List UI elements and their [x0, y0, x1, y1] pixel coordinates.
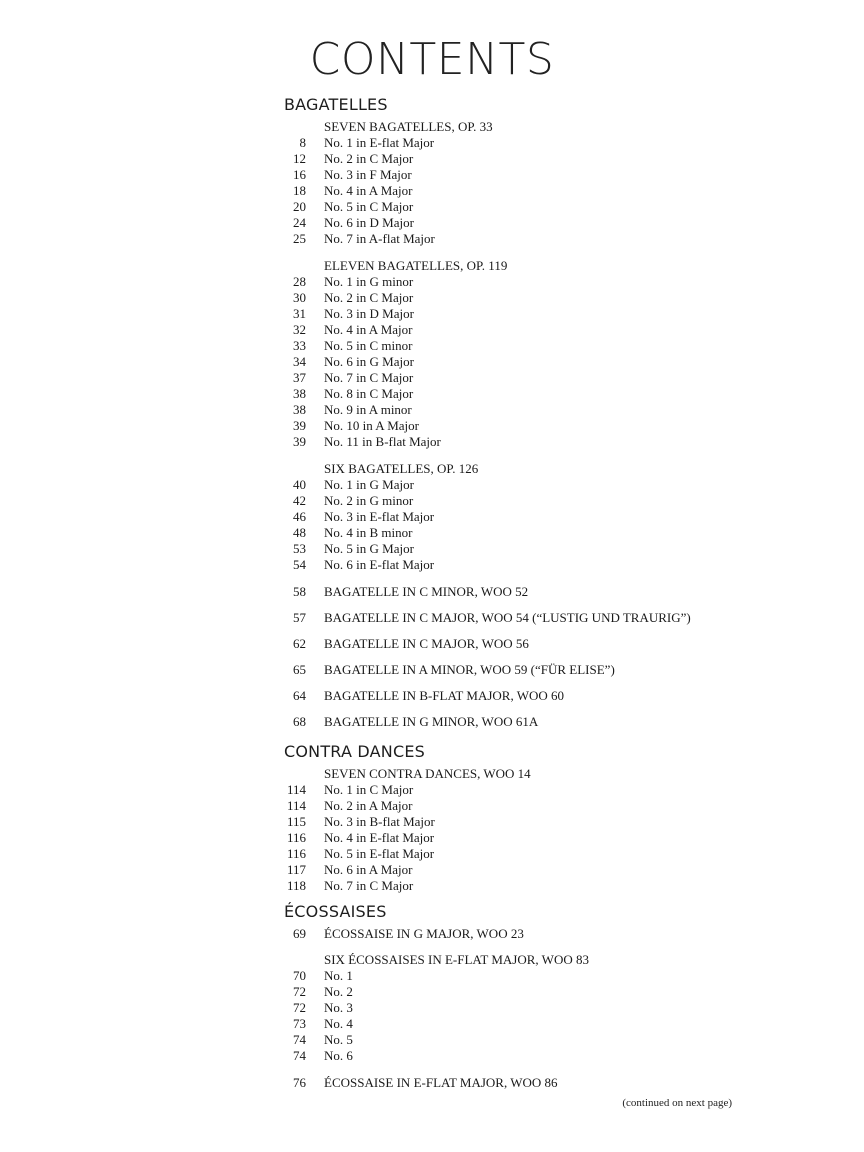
page-number: 37: [293, 370, 306, 385]
toc-entry[interactable]: [284, 782, 804, 798]
toc-group: [284, 119, 804, 247]
page-number: 30: [293, 290, 306, 305]
toc-entry[interactable]: [284, 231, 804, 247]
page-number: 72: [293, 984, 306, 999]
entry-title: No. 3 in F Major: [324, 167, 412, 182]
group-title: [284, 119, 804, 135]
entry-title: BAGATELLE IN B-FLAT MAJOR, WOO 60: [324, 688, 565, 703]
page-number: 31: [293, 306, 306, 321]
entry-title: No. 2 in C Major: [324, 290, 414, 305]
entry-title: BAGATELLE IN C MAJOR, WOO 56: [324, 636, 529, 651]
page-number: 74: [293, 1048, 306, 1063]
toc-entry[interactable]: [284, 338, 804, 354]
entry-title: No. 8 in C Major: [324, 386, 414, 401]
toc-group: [284, 461, 804, 573]
entry-title: No. 6 in A Major: [324, 862, 413, 877]
toc-entry[interactable]: [284, 688, 804, 704]
toc-entry[interactable]: [284, 1048, 804, 1064]
page-number: 42: [293, 493, 306, 508]
entry-title: No. 3: [324, 1000, 353, 1015]
toc-entry[interactable]: [284, 215, 804, 231]
page-number: 117: [286, 862, 306, 877]
toc-entry[interactable]: [284, 290, 804, 306]
toc-entry[interactable]: [284, 434, 804, 450]
page-number: 76: [293, 1075, 306, 1090]
page-number: 39: [293, 434, 306, 449]
page-number: 114: [286, 782, 306, 797]
toc-entry[interactable]: [284, 557, 804, 573]
section-heading: ÉCOSSAISES: [284, 902, 387, 921]
entry-title: No. 5 in C minor: [324, 338, 413, 353]
entry-title: ÉCOSSAISE IN E-FLAT MAJOR, WOO 86: [324, 1075, 558, 1090]
toc-entry[interactable]: [284, 386, 804, 402]
toc-entry[interactable]: [284, 1000, 804, 1016]
page-number: 33: [293, 338, 306, 353]
entry-title: No. 1 in G Major: [324, 477, 414, 492]
entry-title: No. 3 in D Major: [324, 306, 414, 321]
entry-title: No. 4: [324, 1016, 353, 1031]
group-title: [284, 766, 804, 782]
standalone-entry-wrap: [284, 584, 804, 600]
toc-entry[interactable]: [284, 525, 804, 541]
group-title: [284, 258, 804, 274]
toc-group: [284, 952, 804, 1064]
page-number: 57: [293, 610, 306, 625]
page-number: 18: [293, 183, 306, 198]
toc-entry[interactable]: [284, 984, 804, 1000]
group-title-text: SIX BAGATELLES, OP. 126: [324, 461, 479, 476]
toc-entry[interactable]: [284, 477, 804, 493]
toc-entry[interactable]: [284, 814, 804, 830]
page-number: 118: [286, 878, 306, 893]
toc-entry[interactable]: [284, 199, 804, 215]
page-number: 39: [293, 418, 306, 433]
entry-title: BAGATELLE IN A MINOR, WOO 59 (“FÜR ELISE”): [324, 662, 615, 677]
page-title: CONTENTS: [309, 34, 555, 85]
entry-title: No. 1 in E-flat Major: [324, 135, 435, 150]
toc-entry[interactable]: [284, 846, 804, 862]
page-number: 116: [286, 830, 306, 845]
entry-title: No. 6 in D Major: [324, 215, 414, 230]
toc-group: [284, 258, 804, 450]
page-number: 70: [293, 968, 306, 983]
page-number: 38: [293, 402, 306, 417]
page-number: 62: [293, 636, 306, 651]
entry-title: No. 5 in G Major: [324, 541, 414, 556]
toc-entry[interactable]: [284, 662, 804, 678]
page-number: 12: [293, 151, 306, 166]
group-title-text: SIX ÉCOSSAISES IN E-FLAT MAJOR, WOO 83: [324, 952, 589, 967]
page-number: 58: [293, 584, 306, 599]
page-number: 28: [293, 274, 306, 289]
page-number: 20: [293, 199, 306, 214]
page-number: 48: [293, 525, 306, 540]
entry-title: BAGATELLE IN C MINOR, WOO 52: [324, 584, 529, 599]
toc-entry[interactable]: [284, 584, 804, 600]
page-number: 32: [293, 322, 306, 337]
toc-entry[interactable]: [284, 636, 804, 652]
toc-entry[interactable]: [284, 1016, 804, 1032]
page-number: 46: [293, 509, 306, 524]
section-heading: BAGATELLES: [284, 95, 388, 114]
entry-title: No. 5: [324, 1032, 353, 1047]
toc-entry[interactable]: [284, 862, 804, 878]
toc-section: [284, 740, 804, 894]
entry-title: No. 3 in E-flat Major: [324, 509, 435, 524]
entry-title: No. 4 in A Major: [324, 322, 413, 337]
entry-title: No. 1 in G minor: [324, 274, 414, 289]
page-number: 34: [293, 354, 306, 369]
page-number: 25: [293, 231, 306, 246]
page-number: 115: [286, 814, 306, 829]
toc-entry[interactable]: [284, 135, 804, 151]
group-title: [284, 952, 804, 968]
page-number: 24: [293, 215, 306, 230]
page-number: 53: [293, 541, 306, 556]
toc-entry[interactable]: [284, 541, 804, 557]
toc-entry[interactable]: [284, 509, 804, 525]
toc-entry[interactable]: [284, 306, 804, 322]
toc-entry[interactable]: [284, 878, 804, 894]
standalone-entry-wrap: [284, 1075, 804, 1091]
page-number: 114: [286, 798, 306, 813]
entry-title: No. 6 in E-flat Major: [324, 557, 435, 572]
toc-section: [284, 900, 804, 1091]
toc-entry[interactable]: [284, 830, 804, 846]
group-title-text: SEVEN CONTRA DANCES, WOO 14: [324, 766, 531, 781]
standalone-entry-wrap: [284, 688, 804, 704]
entry-title: ÉCOSSAISE IN G MAJOR, WOO 23: [324, 926, 524, 941]
entry-title: No. 1: [324, 968, 353, 983]
page-number: 116: [286, 846, 306, 861]
entry-title: No. 10 in A Major: [324, 418, 419, 433]
page-number: 8: [299, 135, 306, 150]
table-of-contents: [284, 93, 804, 1101]
toc-entry[interactable]: [284, 402, 804, 418]
entry-title: No. 6: [324, 1048, 353, 1063]
standalone-entry-wrap: [284, 610, 804, 626]
page-number: 72: [293, 1000, 306, 1015]
entry-title: No. 4 in B minor: [324, 525, 413, 540]
entry-title: No. 4 in A Major: [324, 183, 413, 198]
toc-group: [284, 766, 804, 894]
entry-title: No. 7 in A-flat Major: [324, 231, 435, 246]
toc-section: [284, 93, 804, 730]
entry-title: No. 6 in G Major: [324, 354, 414, 369]
toc-entry[interactable]: [284, 493, 804, 509]
toc-entry[interactable]: [284, 610, 804, 626]
standalone-entry-wrap: [284, 714, 804, 730]
page-number: 38: [293, 386, 306, 401]
toc-entry[interactable]: [284, 322, 804, 338]
entry-title: No. 7 in C Major: [324, 370, 414, 385]
toc-entry[interactable]: [284, 798, 804, 814]
page-number: 65: [293, 662, 306, 677]
standalone-entry-wrap: [284, 662, 804, 678]
entry-title: No. 11 in B-flat Major: [324, 434, 441, 449]
page-number: 40: [293, 477, 306, 492]
toc-entry[interactable]: [284, 926, 804, 942]
toc-entry[interactable]: [284, 354, 804, 370]
toc-entry[interactable]: [284, 370, 804, 386]
entry-title: No. 9 in A minor: [324, 402, 412, 417]
entry-title: No. 1 in C Major: [324, 782, 414, 797]
entry-title: BAGATELLE IN G MINOR, WOO 61A: [324, 714, 539, 729]
group-title-text: ELEVEN BAGATELLES, OP. 119: [324, 258, 508, 273]
page-number: 73: [293, 1016, 306, 1031]
entry-title: No. 2: [324, 984, 353, 999]
entry-title: No. 5 in C Major: [324, 199, 414, 214]
entry-title: No. 3 in B-flat Major: [324, 814, 435, 829]
group-title: [284, 461, 804, 477]
toc-entry[interactable]: [284, 167, 804, 183]
toc-entry[interactable]: [284, 274, 804, 290]
entry-title: BAGATELLE IN C MAJOR, WOO 54 (“LUSTIG UND TRAURIG”): [324, 610, 691, 625]
page-number: 64: [293, 688, 306, 703]
page-number: 54: [293, 557, 306, 572]
standalone-entry-wrap: [284, 636, 804, 652]
entry-title: No. 4 in E-flat Major: [324, 830, 435, 845]
entry-title: No. 5 in E-flat Major: [324, 846, 435, 861]
toc-entry[interactable]: [284, 418, 804, 434]
toc-entry[interactable]: [284, 968, 804, 984]
entry-title: No. 7 in C Major: [324, 878, 414, 893]
page-number: 16: [293, 167, 306, 182]
page-number: 68: [293, 714, 306, 729]
entry-title: No. 2 in C Major: [324, 151, 414, 166]
toc-entry[interactable]: [284, 1032, 804, 1048]
standalone-entry-wrap: [284, 926, 804, 942]
page-number: 69: [293, 926, 306, 941]
page-number: 74: [293, 1032, 306, 1047]
continued-note: (continued on next page): [622, 1097, 732, 1109]
group-title-text: SEVEN BAGATELLES, OP. 33: [324, 119, 493, 134]
toc-entry[interactable]: [284, 151, 804, 167]
toc-entry[interactable]: [284, 183, 804, 199]
toc-entry[interactable]: [284, 1075, 804, 1091]
entry-title: No. 2 in A Major: [324, 798, 413, 813]
toc-entry[interactable]: [284, 714, 804, 730]
entry-title: No. 2 in G minor: [324, 493, 414, 508]
section-heading: CONTRA DANCES: [284, 742, 425, 761]
